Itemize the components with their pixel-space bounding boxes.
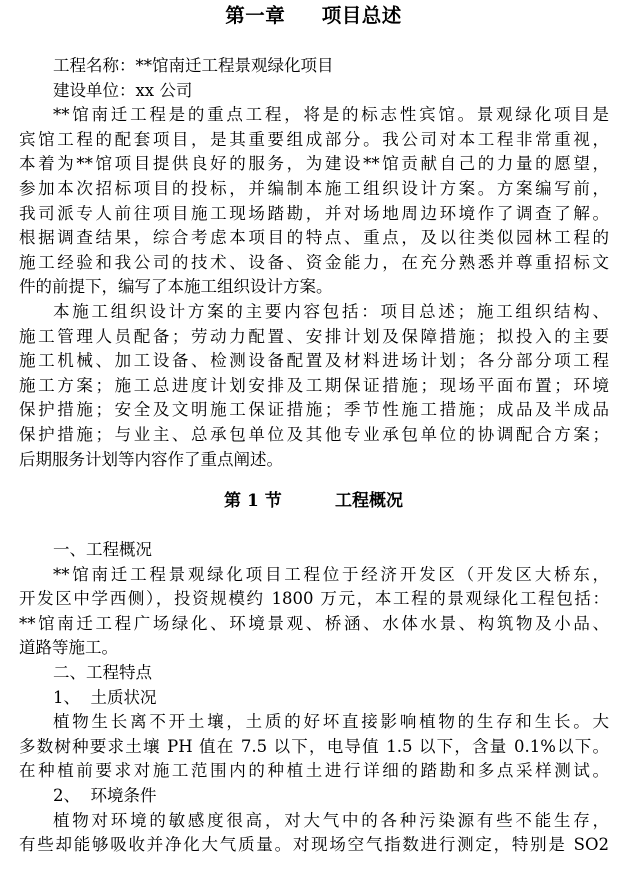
- subheading-environment: 2、 环境条件: [53, 785, 157, 805]
- paragraph-line: 植物生长离不开土壤，土质的好坏直接影响植物的生存和生长。大: [53, 712, 609, 732]
- subheading-soil: 1、 土质状况: [53, 687, 157, 707]
- project-name-line: 工程名称：**馆南迁工程景观绿化项目: [53, 56, 334, 75]
- paragraph-line: 本施工组织设计方案的主要内容包括：项目总述；施工组织结构、: [53, 301, 609, 321]
- paragraph-line: 施工管理人员配备；劳动力配置、安排计划及保障措施；拟投入的主要: [19, 326, 609, 346]
- paragraph-line: 件的前提下，编写了本施工组织设计方案。: [19, 277, 333, 297]
- chapter-title: 第一章 项目总述: [225, 4, 402, 27]
- paragraph-line: 保护措施；安全及文明施工保证措施；季节性施工措施；成品及半成品: [19, 400, 609, 420]
- paragraph-line: 施工机械、加工设备、检测设备配置及材料进场计划；各分部分项工程: [19, 351, 609, 371]
- paragraph-line: 保护措施；与业主、总承包单位及其他专业承包单位的协调配合方案；: [19, 424, 609, 444]
- subheading-overview: 一、工程概况: [53, 540, 152, 559]
- paragraph-line: 后期服务计划等内容作了重点阐述。: [19, 449, 283, 469]
- paragraph-line: 我司派专人前往项目施工现场踏勘，并对场地周边环境作了调查了解。: [19, 203, 609, 223]
- paragraph-line: 道路等施工。: [19, 638, 118, 658]
- paragraph-line: 多数树种要求土壤 PH 值在 7.5 以下，电导值 1.5 以下，含量 0.1%以下。: [19, 736, 609, 756]
- paragraph-line: 有些却能够吸收并净化大气质量。对现场空气指数进行测定，特别是 SO2: [19, 835, 609, 855]
- paragraph-line: 根据调查结果，综合考虑本项目的特点、重点，及以往类似园林工程的: [19, 228, 609, 248]
- section-overview-text: [19, 538, 609, 858]
- subheading-features: 二、工程特点: [53, 662, 152, 682]
- section-title: 第 1 节 工程概况: [224, 491, 403, 511]
- paragraph-line: 开发区中学西侧），投资规模约 1800 万元，本工程的景观绿化工程包括：: [19, 589, 609, 609]
- paragraph-line: 宾馆工程的配套项目，是其重要组成部分。我公司对本工程非常重视，: [19, 129, 609, 149]
- paragraph-line: 参加本次招标项目的投标，并编制本施工组织设计方案。方案编写前，: [19, 178, 609, 198]
- paragraph-line: 植物对环境的敏感度很高，对大气中的各种污染源有些不能生存，: [53, 810, 609, 830]
- paragraph-line: **馆南迁工程是的重点工程，将是的标志性宾馆。景观绿化项目是: [53, 105, 609, 125]
- paragraph-line: 施工方案；施工总进度计划安排及工期保证措施；现场平面布置；环境: [19, 375, 609, 395]
- paragraph-line: **馆南迁工程景观绿化项目工程位于经济开发区（开发区大桥东，: [53, 564, 609, 584]
- client-line: 建设单位：xx 公司: [53, 80, 193, 100]
- paragraph-line: 本着为**馆项目提供良好的服务，为建设**馆贡献自己的力量的愿望，: [19, 154, 609, 174]
- chapter-overview-text: [19, 54, 609, 472]
- paragraph-line: **馆南迁工程广场绿化、环境景观、桥涵、水体水景、构筑物及小品、: [19, 613, 609, 633]
- paragraph-line: 施工经验和我公司的技术、设备、资金能力，在充分熟悉并尊重招标文: [19, 252, 609, 272]
- paragraph-line: 在种植前要求对施工范围内的种植土进行详细的踏勘和多点采样测试。: [19, 761, 609, 781]
